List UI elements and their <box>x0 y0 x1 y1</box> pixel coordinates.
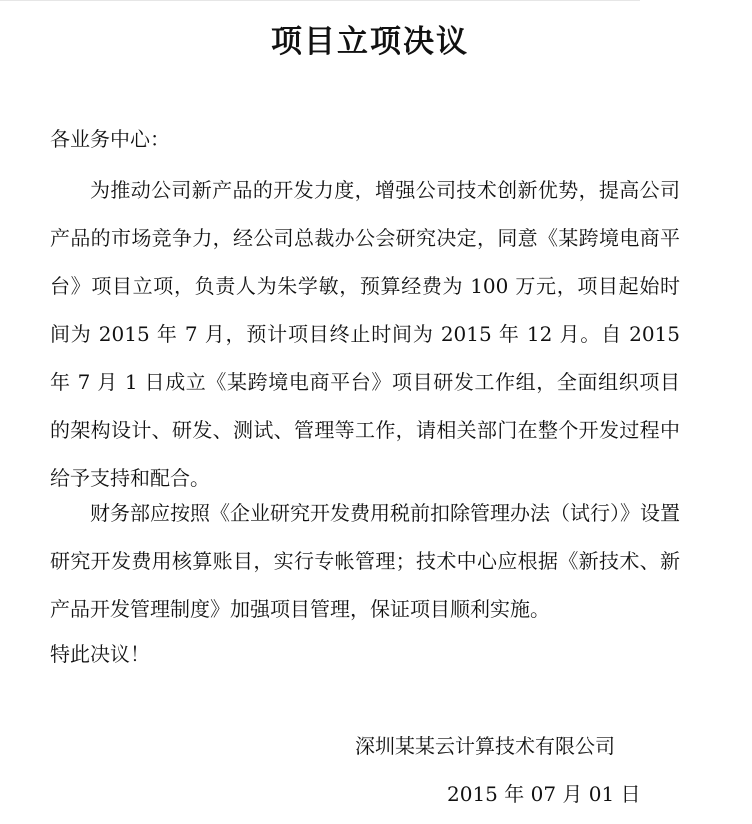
signature-company: 深圳某某云计算技术有限公司 <box>355 734 615 758</box>
closing-statement: 特此决议！ <box>50 642 150 666</box>
document-title: 项目立项决议 <box>271 24 469 60</box>
body-paragraph-2: 财务部应按照《企业研究开发费用税前扣除管理办法（试行）》设置研究开发费用核算账目，实行专帐管理；技术中心应根据《新技术、新产品开发管理制度》加强项目管理，保证项目顺利实施。 <box>50 501 680 621</box>
salutation: 各业务中心： <box>50 127 170 151</box>
signature-date: 2015 年 07 月 01 日 <box>447 782 641 806</box>
body-paragraph-1: 为推动公司新产品的开发力度，增强公司技术创新优势，提高公司产品的市场竞争力，经公司总裁办公会研究决定，同意《某跨境电商平台》项目立项，负责人为朱学敏，预算经费为 100 万元，项目起始时间为 2015 年 7 月，预计项目终止时间为 2015 年 12 月。自 2015 年 7 月 1 日成立《某跨境电商平台》项目研发工作组，全面组织项目的架构设计、研发、测试、管理等工作，请相关部门在整个开发过程中给予支持和配合。 <box>50 178 680 490</box>
top-border-line <box>0 0 640 1</box>
